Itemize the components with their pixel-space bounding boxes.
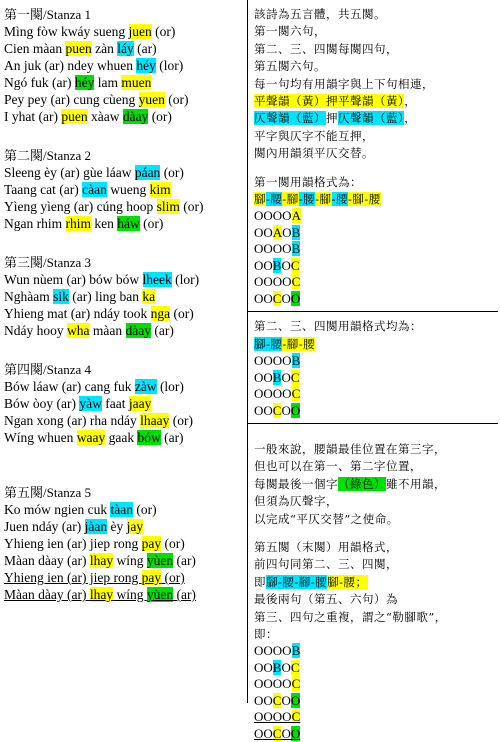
text-segment: 該詩為五言體，共五闋。 — [254, 7, 386, 21]
highlighted-text: C — [272, 725, 282, 741]
rhyme-pattern — [254, 643, 498, 660]
notes-column — [254, 0, 498, 742]
text-segment: ken — [91, 216, 118, 231]
text-segment: 第五闋（末闋）用韻格式， — [254, 540, 398, 555]
lyric-line — [4, 552, 242, 569]
highlighted-text: jaay — [128, 396, 152, 411]
highlighted-text: （綠色） — [338, 476, 386, 491]
lyric-line — [4, 40, 242, 57]
text-segment: xàaw — [87, 109, 123, 124]
text-segment: Yìeng yìeng (ar) cúng hoop — [4, 199, 157, 214]
text-segment: Cien màan — [4, 41, 66, 56]
intro-line — [254, 128, 498, 145]
text-segment: 闋內用韻須平仄交替。 — [254, 146, 374, 161]
text-segment: OO — [254, 369, 273, 385]
highlighted-text: páan — [134, 165, 161, 180]
intro-line — [254, 110, 498, 127]
text-segment: 平字與仄字不能互押， — [254, 128, 374, 143]
text-segment: 以完成“平仄交替”之使命。 — [254, 511, 399, 526]
intro-line — [254, 145, 498, 162]
text-segment: (or) — [179, 199, 204, 214]
stanza-1 — [4, 6, 242, 125]
highlighted-text: O — [290, 402, 301, 418]
rhyme-pattern — [254, 225, 498, 242]
text-segment: 第五闋六句。 — [254, 59, 326, 74]
text-segment: An juk (ar) ndey whuen — [4, 58, 137, 73]
lyrics-column — [4, 0, 242, 603]
highlighted-text: wha — [67, 323, 90, 338]
highlighted-text: -腰 — [298, 191, 316, 206]
rhyme-pattern — [254, 709, 498, 726]
highlighted-text: juen — [128, 24, 152, 39]
highlighted-text: héy — [74, 75, 95, 90]
highlighted-text: C — [291, 676, 301, 692]
text-segment: Sleeng èy (ar) gùe láaw — [4, 165, 135, 180]
highlighted-text: 平聲韻（黃）押平聲韻（黃） — [254, 93, 405, 108]
lyric-line — [4, 586, 242, 603]
highlighted-text: láy — [117, 41, 134, 56]
spacer — [254, 163, 498, 174]
stanza-gap — [4, 446, 242, 484]
column-divider — [247, 0, 248, 703]
text-segment: gaak — [105, 430, 138, 445]
rhyme-pattern — [254, 676, 498, 693]
highlighted-text: puen — [65, 41, 92, 56]
stanza-title: 第二闋/Stanza 2 — [4, 148, 92, 163]
rhyme-pattern — [254, 726, 498, 742]
highlighted-text: muen — [121, 75, 152, 90]
text-segment: O — [281, 725, 291, 741]
text-segment: zàn — [91, 41, 118, 56]
rhyme-pattern — [254, 291, 498, 308]
highlighted-text: O — [290, 692, 301, 708]
lyric-line — [4, 198, 242, 215]
lyric-line — [4, 569, 242, 586]
stanza-4 — [4, 361, 242, 446]
highlighted-text: càan — [82, 182, 107, 197]
intro-line — [254, 58, 498, 75]
text-segment: (ar) — [173, 587, 196, 602]
text-segment: OOOO — [254, 676, 292, 692]
stanza-2 — [4, 147, 242, 232]
text-segment: O — [281, 369, 291, 385]
highlighted-text: slim — [156, 199, 180, 214]
stanza-title: 第一闋/Stanza 1 — [4, 7, 92, 22]
text-segment: wíng — [113, 587, 147, 602]
text-segment: I yhat (ar) — [4, 109, 62, 124]
highlighted-text: C — [272, 402, 282, 418]
lyric-line — [4, 215, 242, 232]
highlighted-text: -腳 — [282, 336, 299, 351]
lyric-line — [4, 429, 242, 446]
note-line — [254, 511, 498, 528]
highlighted-text: 仄聲韻（藍） — [338, 111, 405, 126]
lyric-line — [4, 518, 242, 535]
text-segment: Ngó fuk (ar) — [4, 75, 75, 90]
highlighted-text: 仄聲韻（藍） — [254, 111, 326, 126]
text-segment: Bów láaw (ar) cang fuk — [4, 379, 135, 394]
highlighted-text: B — [291, 224, 301, 240]
highlighted-text: C — [290, 257, 300, 273]
stanza5-note-line — [254, 539, 498, 556]
highlighted-text: O — [290, 725, 301, 741]
highlighted-text: B — [291, 241, 301, 257]
highlighted-text: C — [291, 386, 301, 402]
intro-line — [254, 6, 498, 23]
highlighted-text: jay — [126, 519, 144, 534]
text-segment: Yhieng mat (ar) ndáy took — [4, 306, 151, 321]
stanza-gap — [4, 232, 242, 254]
highlighted-text: waay — [76, 430, 106, 445]
text-segment: 每一句均有用韻字與上下句相連， — [254, 76, 434, 91]
text-segment: 即 — [254, 574, 266, 589]
highlighted-text: zàw — [134, 379, 157, 394]
text-segment: 但須為仄聲字， — [254, 494, 338, 509]
highlighted-text: -腳 — [282, 191, 299, 206]
text-segment: (or) — [164, 92, 189, 107]
highlighted-text: jàan — [84, 519, 108, 534]
highlighted-text: tàan — [110, 502, 133, 517]
text-segment: Yhieng ien (ar) jiep rong — [4, 570, 142, 585]
text-segment: Mìng fòw kwáy sueng — [4, 24, 129, 39]
text-segment: 一般來說，腰韻最佳位置在第三字， — [254, 442, 446, 457]
intro-line — [254, 23, 498, 40]
rhyme-pattern — [254, 258, 498, 275]
highlighted-text: -腰 — [266, 191, 283, 206]
text-segment: (ar) — [150, 323, 174, 338]
highlighted-text: yuen — [138, 92, 165, 107]
text-segment: OOOO — [254, 241, 292, 257]
rhyme-pattern — [254, 274, 498, 291]
highlighted-text: C — [291, 709, 301, 725]
highlighted-text: B — [272, 257, 282, 273]
lyric-line — [4, 378, 242, 395]
highlighted-text: dàay — [125, 323, 151, 338]
rhyme-pattern — [254, 208, 498, 225]
text-segment: (or) — [151, 24, 176, 39]
rhyme-pattern — [254, 693, 498, 710]
highlighted-text: dàay — [122, 109, 149, 124]
text-segment: (ar) — [133, 41, 157, 56]
highlighted-text: ka — [142, 289, 156, 304]
highlighted-text: lhaay — [140, 413, 170, 428]
text-segment: (lor) — [156, 379, 184, 394]
text-segment: OOOO — [254, 643, 292, 659]
lyric-line — [4, 535, 242, 552]
text-segment: Ko mów ngien cuk — [4, 502, 111, 517]
lyric-line — [4, 288, 242, 305]
highlighted-text: B — [272, 659, 282, 675]
highlighted-text: C — [272, 290, 282, 306]
text-segment: (lor) — [171, 272, 200, 287]
section-divider — [248, 311, 498, 312]
stanza1-rhyme-bar — [254, 191, 498, 208]
text-segment: OO — [254, 402, 273, 418]
lyric-line — [4, 501, 242, 518]
text-segment: Ndáy hooy — [4, 323, 67, 338]
highlighted-text: 腳 — [254, 336, 266, 351]
stanza-title: 第四闋/Stanza 4 — [4, 362, 92, 377]
text-segment: màan — [89, 323, 126, 338]
lyric-line — [4, 57, 242, 74]
highlighted-text: -腳 — [315, 191, 332, 206]
text-segment: Yhieng ien (ar) jiep rong — [4, 536, 142, 551]
text-segment: 但也可以在第一、第二字位置， — [254, 459, 422, 474]
lyric-line — [4, 395, 242, 412]
highlighted-text: B — [272, 369, 282, 385]
highlighted-text: B — [291, 353, 301, 369]
text-segment: ， — [404, 111, 417, 126]
rhyme-pattern — [254, 353, 498, 370]
highlighted-text: A — [291, 208, 301, 224]
lyric-line — [4, 164, 242, 181]
highlighted-text: -腰 — [266, 336, 283, 351]
text-segment: Wun nùem (ar) bów bów — [4, 272, 143, 287]
text-segment: OOOO — [254, 353, 292, 369]
text-segment: Juen ndáy (ar) — [4, 519, 85, 534]
note-line — [254, 458, 498, 475]
text-segment: Ngan rhim — [4, 216, 66, 231]
lyric-line — [4, 23, 242, 40]
stanza-gap — [4, 125, 242, 147]
stanza5-note-line — [254, 626, 498, 643]
text-segment: OO — [254, 257, 273, 273]
text-segment: (or) — [170, 306, 194, 321]
rhyme-pattern — [254, 386, 498, 403]
text-segment: 前四句同第二、三、四闋， — [254, 557, 398, 572]
spacer — [254, 528, 498, 539]
lyric-line — [4, 181, 242, 198]
text-segment: (or) — [132, 502, 157, 517]
stanza234-rhyme-bar — [254, 336, 498, 353]
rhyme-pattern — [254, 403, 498, 420]
highlighted-text: 腳-腰； — [327, 574, 368, 589]
highlighted-text: C — [290, 369, 300, 385]
text-segment: OOOO — [254, 208, 292, 224]
intro-line — [254, 76, 498, 93]
text-segment: OOOO — [254, 709, 292, 725]
text-segment: 第一闋六句， — [254, 24, 326, 39]
highlighted-text: -腰 — [298, 336, 316, 351]
highlighted-text: nga — [150, 306, 171, 321]
highlighted-text: lheek — [142, 272, 172, 287]
stanza234-format-title: 第二、三、四闋用韻格式均為： — [254, 319, 422, 334]
stanza5-note-line — [254, 609, 498, 626]
intro-line — [254, 41, 498, 58]
highlighted-text: yùen — [146, 553, 174, 568]
text-segment: (or) — [160, 165, 184, 180]
highlighted-text: O — [290, 290, 301, 306]
highlighted-text: puen — [61, 109, 88, 124]
text-segment: OO — [254, 290, 273, 306]
text-segment: O — [281, 692, 291, 708]
highlighted-text: lhay — [89, 587, 114, 602]
text-segment: èy — [107, 519, 127, 534]
highlighted-text: pay — [141, 536, 162, 551]
note-line — [254, 441, 498, 458]
highlighted-text: héy — [136, 58, 156, 73]
text-segment: (ar) — [160, 430, 184, 445]
highlighted-text: -腰 — [331, 191, 348, 206]
highlighted-text: yùen — [146, 587, 174, 602]
text-segment: 即： — [254, 626, 278, 641]
stanza5-note-line — [254, 574, 498, 591]
stanza5-note-line — [254, 591, 498, 608]
text-segment: OO — [254, 659, 273, 675]
text-segment: OO — [254, 725, 273, 741]
highlighted-text: A — [272, 224, 283, 240]
rhyme-pattern — [254, 370, 498, 387]
text-segment: wíng — [113, 553, 147, 568]
lyric-line — [4, 271, 242, 288]
text-segment: (ar) — [173, 553, 196, 568]
highlighted-text: pay — [141, 570, 162, 585]
highlighted-text: háw — [117, 216, 140, 231]
text-segment: Bów òoy (ar) — [4, 396, 80, 411]
highlighted-text: kim — [149, 182, 171, 197]
text-segment: 每闋最後一個字 — [254, 476, 338, 491]
stanza-5 — [4, 484, 242, 603]
stanza-gap — [4, 339, 242, 361]
text-segment: (or) — [169, 413, 193, 428]
text-segment: Pey pey (ar) cung cùeng — [4, 92, 139, 107]
highlighted-text: -腳-腰 — [347, 191, 381, 206]
highlighted-text: lhay — [89, 553, 114, 568]
lyric-line — [4, 108, 242, 125]
text-segment: (ar) ling ban — [68, 289, 143, 304]
text-segment: 第二、三、四闋每闋四句， — [254, 41, 398, 56]
text-segment: (or) — [148, 109, 172, 124]
highlighted-text: bów — [137, 430, 161, 445]
highlighted-text: B — [291, 643, 301, 659]
text-segment: 最後兩句（第五、六句）為 — [254, 592, 398, 607]
highlighted-text: yàw — [79, 396, 102, 411]
text-segment: Màan dàay (ar) — [4, 553, 90, 568]
section-divider — [248, 423, 498, 424]
lyric-line — [4, 305, 242, 322]
text-segment: O — [281, 257, 291, 273]
text-segment: OO — [254, 692, 273, 708]
text-segment: wueng — [106, 182, 150, 197]
highlighted-text: rhim — [65, 216, 91, 231]
note-line — [254, 493, 498, 510]
text-segment: ， — [404, 93, 417, 108]
stanza1-format-title: 第一闋用韻格式為： — [254, 174, 362, 189]
highlighted-text: C — [290, 659, 300, 675]
highlighted-text: 腳 — [254, 191, 266, 206]
text-segment: 雖不用韻， — [386, 476, 446, 491]
highlighted-text: C — [272, 692, 282, 708]
text-segment: Nghàam — [4, 289, 54, 304]
text-segment: (or) — [139, 216, 164, 231]
text-segment: (or) — [161, 536, 185, 551]
text-segment: OOOO — [254, 274, 292, 290]
intro-line — [254, 93, 498, 110]
rhyme-pattern — [254, 241, 498, 258]
text-segment: Taang cat (ar) — [4, 182, 83, 197]
text-segment: Màan dàay (ar) — [4, 587, 90, 602]
highlighted-text: C — [291, 274, 301, 290]
highlighted-text: 腳-腰-腳-腰 — [266, 574, 328, 589]
text-segment: O — [281, 659, 291, 675]
text-segment: lam — [94, 75, 122, 90]
text-segment: (lor) — [155, 58, 184, 73]
text-segment: O — [281, 290, 291, 306]
text-segment: faat — [101, 396, 129, 411]
highlighted-text: sik — [53, 289, 69, 304]
text-segment: Ngan xong (ar) rha ndáy — [4, 413, 141, 428]
text-segment: O — [282, 224, 292, 240]
lyric-line — [4, 322, 242, 339]
text-segment: (or) — [161, 570, 185, 585]
stanza-title: 第五闋/Stanza 5 — [4, 485, 92, 500]
text-segment: O — [281, 402, 291, 418]
rhyme-pattern — [254, 660, 498, 677]
text-segment: Wíng whuen — [4, 430, 77, 445]
lyric-line — [4, 412, 242, 429]
text-segment: OOOO — [254, 386, 292, 402]
lyric-line — [4, 91, 242, 108]
stanza-3 — [4, 254, 242, 339]
text-segment: OO — [254, 224, 273, 240]
text-segment: 押 — [326, 111, 338, 126]
stanza-title: 第三闋/Stanza 3 — [4, 255, 92, 270]
text-segment: 第三、四句之重複，謂之“勒腳歌”， — [254, 609, 447, 624]
stanza5-note-line — [254, 556, 498, 573]
spacer — [254, 430, 498, 441]
note-line — [254, 476, 498, 493]
lyric-line — [4, 74, 242, 91]
